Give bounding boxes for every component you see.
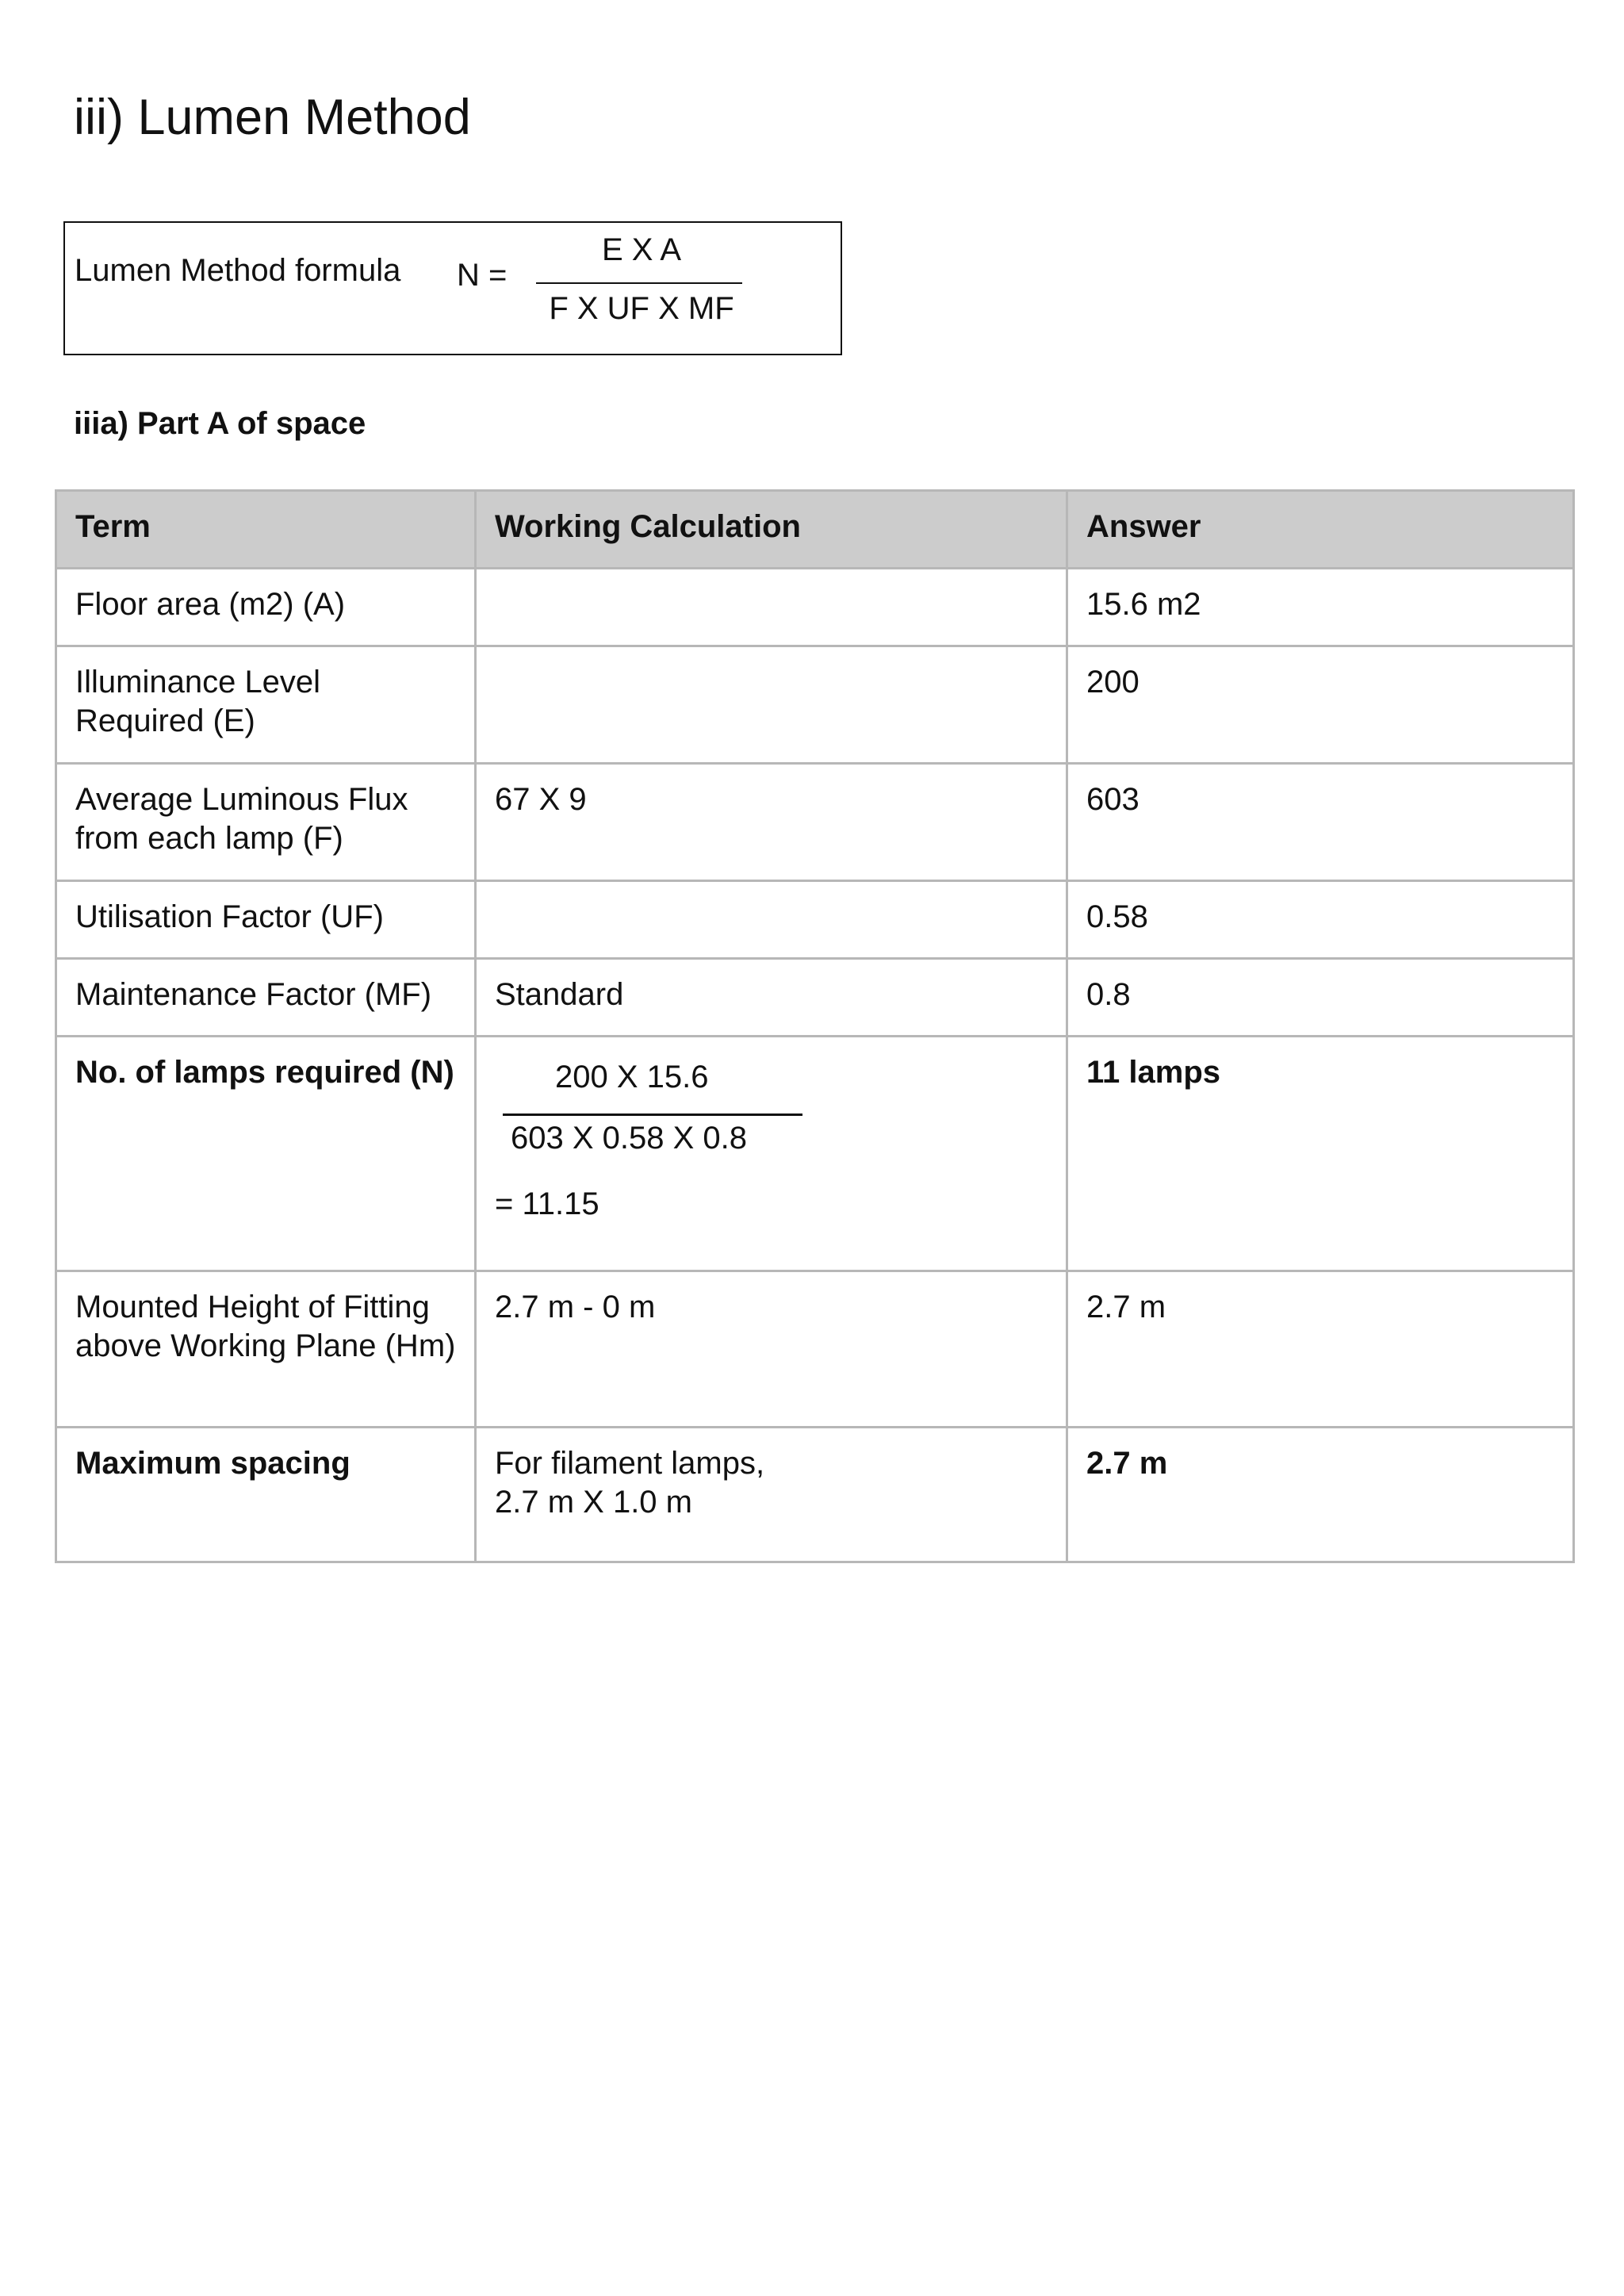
term-cell: Average Luminous Flux from each lamp (F) <box>56 764 476 881</box>
table-header-row <box>56 491 1574 569</box>
answer-cell: 2.7 m <box>1067 1428 1574 1562</box>
term-cell: Utilisation Factor (UF) <box>56 881 476 959</box>
table-row <box>56 1037 1574 1271</box>
term-cell: Illuminance Level Required (E) <box>56 646 476 764</box>
working-line: 2.7 m X 1.0 m <box>495 1485 692 1520</box>
term-cell: Floor area (m2) (A) <box>56 569 476 646</box>
working-result: = 11.15 <box>495 1186 599 1221</box>
header-answer: Answer <box>1067 491 1574 569</box>
formula-denominator: F X UF X MF <box>549 291 734 326</box>
table-row <box>56 1271 1574 1428</box>
working-denominator: 603 X 0.58 X 0.8 <box>511 1121 748 1156</box>
answer-cell: 200 <box>1067 646 1574 764</box>
working-fraction <box>495 1053 812 1180</box>
answer-cell: 2.7 m <box>1067 1271 1574 1428</box>
working-line: For filament lamps, <box>495 1446 765 1481</box>
page-title: iii) Lumen Method <box>74 90 471 145</box>
term-cell: Mounted Height of Fitting above Working Plane (Hm) <box>56 1271 476 1428</box>
table-row <box>56 1428 1574 1562</box>
formula-numerator: E X A <box>601 232 682 267</box>
working-cell <box>476 646 1067 764</box>
formula-label: Lumen Method formula <box>75 253 401 288</box>
working-cell: Standard <box>476 959 1067 1037</box>
term-cell: Maintenance Factor (MF) <box>56 959 476 1037</box>
formula-fraction-bar <box>536 282 742 284</box>
answer-cell: 0.8 <box>1067 959 1574 1037</box>
calculation-table <box>55 489 1575 1563</box>
answer-cell: 15.6 m2 <box>1067 569 1574 646</box>
working-cell <box>476 1428 1067 1562</box>
table-row <box>56 764 1574 881</box>
table-row <box>56 646 1574 764</box>
term-cell: No. of lamps required (N) <box>56 1037 476 1271</box>
table-row <box>56 959 1574 1037</box>
term-cell: Maximum spacing <box>56 1428 476 1562</box>
formula-box <box>63 221 842 355</box>
header-working: Working Calculation <box>476 491 1067 569</box>
working-fraction-bar <box>503 1114 802 1116</box>
section-heading: iiia) Part A of space <box>74 406 366 441</box>
header-term: Term <box>56 491 476 569</box>
working-cell <box>476 569 1067 646</box>
working-cell: 67 X 9 <box>476 764 1067 881</box>
formula-lhs: N = <box>457 258 508 293</box>
answer-cell: 0.58 <box>1067 881 1574 959</box>
working-cell <box>476 881 1067 959</box>
working-numerator: 200 X 15.6 <box>555 1060 709 1094</box>
table-row <box>56 881 1574 959</box>
answer-cell: 603 <box>1067 764 1574 881</box>
table-row <box>56 569 1574 646</box>
answer-cell: 11 lamps <box>1067 1037 1574 1271</box>
working-cell: 2.7 m - 0 m <box>476 1271 1067 1428</box>
working-cell <box>476 1037 1067 1271</box>
